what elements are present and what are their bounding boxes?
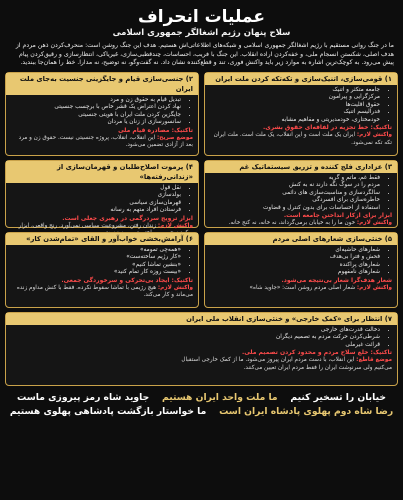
response-text: این انقلاب، انقلاب، پروژه جنسیتی نیست. حقوق زن و مرد بعد از آزادی تضمین می‌شود.	[18, 134, 193, 149]
card-response	[205, 220, 397, 228]
slogan: ما ملت واحد ایران هستیم	[162, 391, 278, 403]
card-title: ۷) انتظار برای «کمک خارجی» و خنثی‌سازی انقلاب ملی ایران	[6, 313, 397, 325]
list-item: • «کار رژیم ساخته‌ست»	[10, 254, 181, 262]
response-label: موضع قاطع:	[356, 357, 392, 364]
list-item: • شرطی‌کردن حرکت مردم به تصمیم دیگران	[153, 334, 380, 342]
response-label: واکنش لازم:	[356, 132, 392, 139]
card-list	[209, 87, 389, 125]
card-foreign-help	[5, 312, 398, 386]
slogan: ما خواستار بازگشت پادشاهی پهلوی هستیم	[9, 405, 207, 417]
list-item: • خودمختاری، خودمدیریتی و مفاهیم مشابه	[209, 117, 380, 125]
list-item: • قرائت غیرملی	[153, 342, 380, 350]
card-title: ۱) قومی‌سازی، اتنیک‌سازی و تکه‌تکه کردن ملت ایران	[205, 73, 397, 85]
card-response	[205, 285, 397, 293]
list-item: • تبدیل قیام به حقوق زن و مرد	[10, 97, 181, 105]
list-item: • «بیست روزه کار تمام کنید»	[10, 269, 181, 277]
response-text: این انقلاب، با دست مردم ایران پیروز می‌شود. ما از کمک خارجی استقبال می‌کنیم ولی سرنوشت ایران را فقط مردم ایران تعیین می‌کنند.	[181, 357, 392, 371]
list-item: • خاطره‌سازی برای افسردگی	[209, 197, 380, 205]
slogan-line-2	[5, 405, 398, 419]
card-title: ۳) عزاداری فلج کننده و تزریق سیستماتیک غم	[205, 161, 397, 173]
card-list	[10, 247, 190, 277]
card-tactic: تاکتیک: خلع سلاح مردم و محدود کردن تصمیم ملی.	[241, 349, 392, 357]
card-list	[153, 327, 389, 350]
card-grid	[5, 72, 398, 386]
response-label: واکنش لازم:	[157, 284, 193, 291]
response-label: واکنش لازم:	[157, 222, 193, 229]
list-item: • فدرالیسم اتنیک	[209, 109, 380, 117]
response-label: واکنش لازم:	[356, 220, 392, 227]
list-item: • مردم را در سوگ نگه دارند نه به کنش	[209, 182, 380, 190]
card-tactic: ابزار ترویج سردرگمی در رهبری جعلی است.	[62, 214, 193, 222]
response-text: زندان رفتن، مشروعیت سیاسی نمی‌آورد. رنج واقعی، ابزار	[18, 222, 157, 229]
card-title: ۲) جنسی‌سازی قیام و جایگزینی جنسیت به‌جای ملت ایران	[6, 73, 198, 95]
card-list	[209, 175, 389, 213]
card-list	[10, 97, 190, 127]
page-subtitle: سلاح پنهان رژیم اشغالگر جمهوری اسلامی	[112, 28, 291, 38]
list-item: • استفاده از احساسات برای بدون کنترل و قضاوت	[209, 205, 380, 213]
card-response	[160, 357, 397, 372]
list-item: • سالگردسازی و مناسبت‌سازی های دائمی	[209, 190, 380, 198]
card-response	[205, 132, 397, 147]
card-reformists	[5, 160, 199, 228]
card-complacency	[5, 232, 199, 308]
list-item: • جایگزین کردن ملت ایران با هویتی جنسیتی	[10, 112, 181, 120]
card-tactic: ابزار برای ازکار انداختن جامعه است.	[283, 212, 392, 220]
page-title: عملیات انحراف	[138, 7, 265, 27]
footer-slogans	[5, 391, 398, 419]
slogan: رضا شاه دوم پهلوی پادشاه ایران است	[219, 405, 394, 417]
list-item: • شعارهای نامفهوم	[209, 269, 380, 277]
list-item: • سانسورسازی از زنان یا مردان	[10, 119, 181, 127]
list-item: • «همه‌چی تمومه»	[10, 247, 181, 255]
card-tactic: تاکتیک: خط تجزیه در لفافه‌ای حقوق بشری.	[262, 124, 392, 132]
card-list	[10, 185, 190, 215]
card-tactic: تاکتیک: ایجاد بی‌تحرکی و سرخوردگی جمعی.	[61, 276, 193, 284]
response-text: شعار اصلی مردم روشن است: «جاوید شاه»	[249, 284, 356, 291]
response-text: هیچ رژیمی با تماشا سقوط نکرده. فقط با کنش مداوم زنده می‌ماند و کار می‌کند.	[16, 284, 193, 299]
list-item: • مرکزگرایی و پیرامون	[209, 94, 380, 102]
list-item: • نهاد کردن اعتراض یک قشر خاص با برچسب جنسیتی	[10, 104, 181, 112]
list-item: • قهرمان‌سازی سیاسی	[10, 200, 181, 208]
list-item: • حقوق اقلیت‌ها	[209, 102, 380, 110]
list-item: • شعارهای پراکنده	[209, 262, 380, 270]
card-response	[6, 285, 198, 300]
card-mourning	[204, 160, 398, 228]
card-tactic: شعار هدف‌گرا شعار بی‌نتیجه می‌شود.	[281, 276, 392, 284]
card-list	[209, 247, 389, 277]
card-slogans	[204, 232, 398, 308]
card-gender	[5, 72, 199, 156]
card-title: ۴) پرموت اصلاح‌طلبان و قهرمان‌سازی از «زندانی‌رفته‌ها»	[6, 161, 198, 183]
intro-paragraph: ما در جنگ روانی مستقیم با رژیم اشغالگر جمهوری اسلامی و شبکه‌های اطلاعاتی‌اش هستیم. هدف این جنگ روشن است: منحرف‌کردن ذهن مردم از هدف اصلی، شکستن انسجام ملی، و خفه‌کردن اراده انقلاب. این جنگ با فریب، احساسات، چندقطبی‌سازی، غیریاکی، انتظارسازی و رقیق‌کردن پیام پیش می‌رود. به کوچک‌ترین اشاره به موارد زیر باید واکنش فوری، تند و قطع‌کننده نشان داد. نه گفت‌وگو، نه توضیح، نه مدارا. خط را همان‌جا ببندید.	[15, 42, 394, 67]
card-title: ۶) آرامش‌بخشی خواب‌آور و القای «تمام‌شدن کار»	[6, 233, 198, 245]
header	[5, 7, 398, 68]
list-item: • فقط غم، ماتم و گریه	[209, 175, 380, 183]
list-item: • جامعه متکثر و اتنیک	[209, 87, 380, 95]
list-item: • «بنشین تماشا کنیم»	[10, 262, 181, 270]
card-ethnicization	[204, 72, 398, 156]
response-label: موضع صریح:	[157, 134, 193, 141]
card-title: ۵) خنثی‌سازی شعارهای اصلی مردم	[205, 233, 397, 245]
list-item: • فرستادن افراد متهم به رسانه	[10, 207, 181, 215]
list-item: • شعارهای حاشیه‌ای	[209, 247, 380, 255]
slogan: خیابان را تسخیر کنیم	[290, 391, 386, 403]
response-text: ایران یک ملت است و این انقلاب، یک ملت است. ملت ایران تکه تکه نمی‌شود.	[213, 132, 392, 146]
list-item: • فحش و فترا بی‌هدف	[209, 254, 380, 262]
card-response	[6, 135, 198, 150]
slogan: جاوید شاه رمز پیروزی ماست	[17, 391, 150, 403]
card-tactic: تاکتیک: مصادره قیام ملی	[118, 126, 193, 134]
response-label: واکنش لازم:	[356, 284, 392, 291]
list-item: • دخالت قدرت‌های خارجی	[153, 327, 380, 335]
response-text: خون ما را به خیابان برمی‌گرداند، نه خانه، نه کنج خانه.	[228, 220, 356, 227]
list-item: • بولدسازی	[10, 192, 181, 200]
slogan-line-1	[5, 391, 398, 405]
list-item: • نقل قول	[10, 185, 181, 193]
